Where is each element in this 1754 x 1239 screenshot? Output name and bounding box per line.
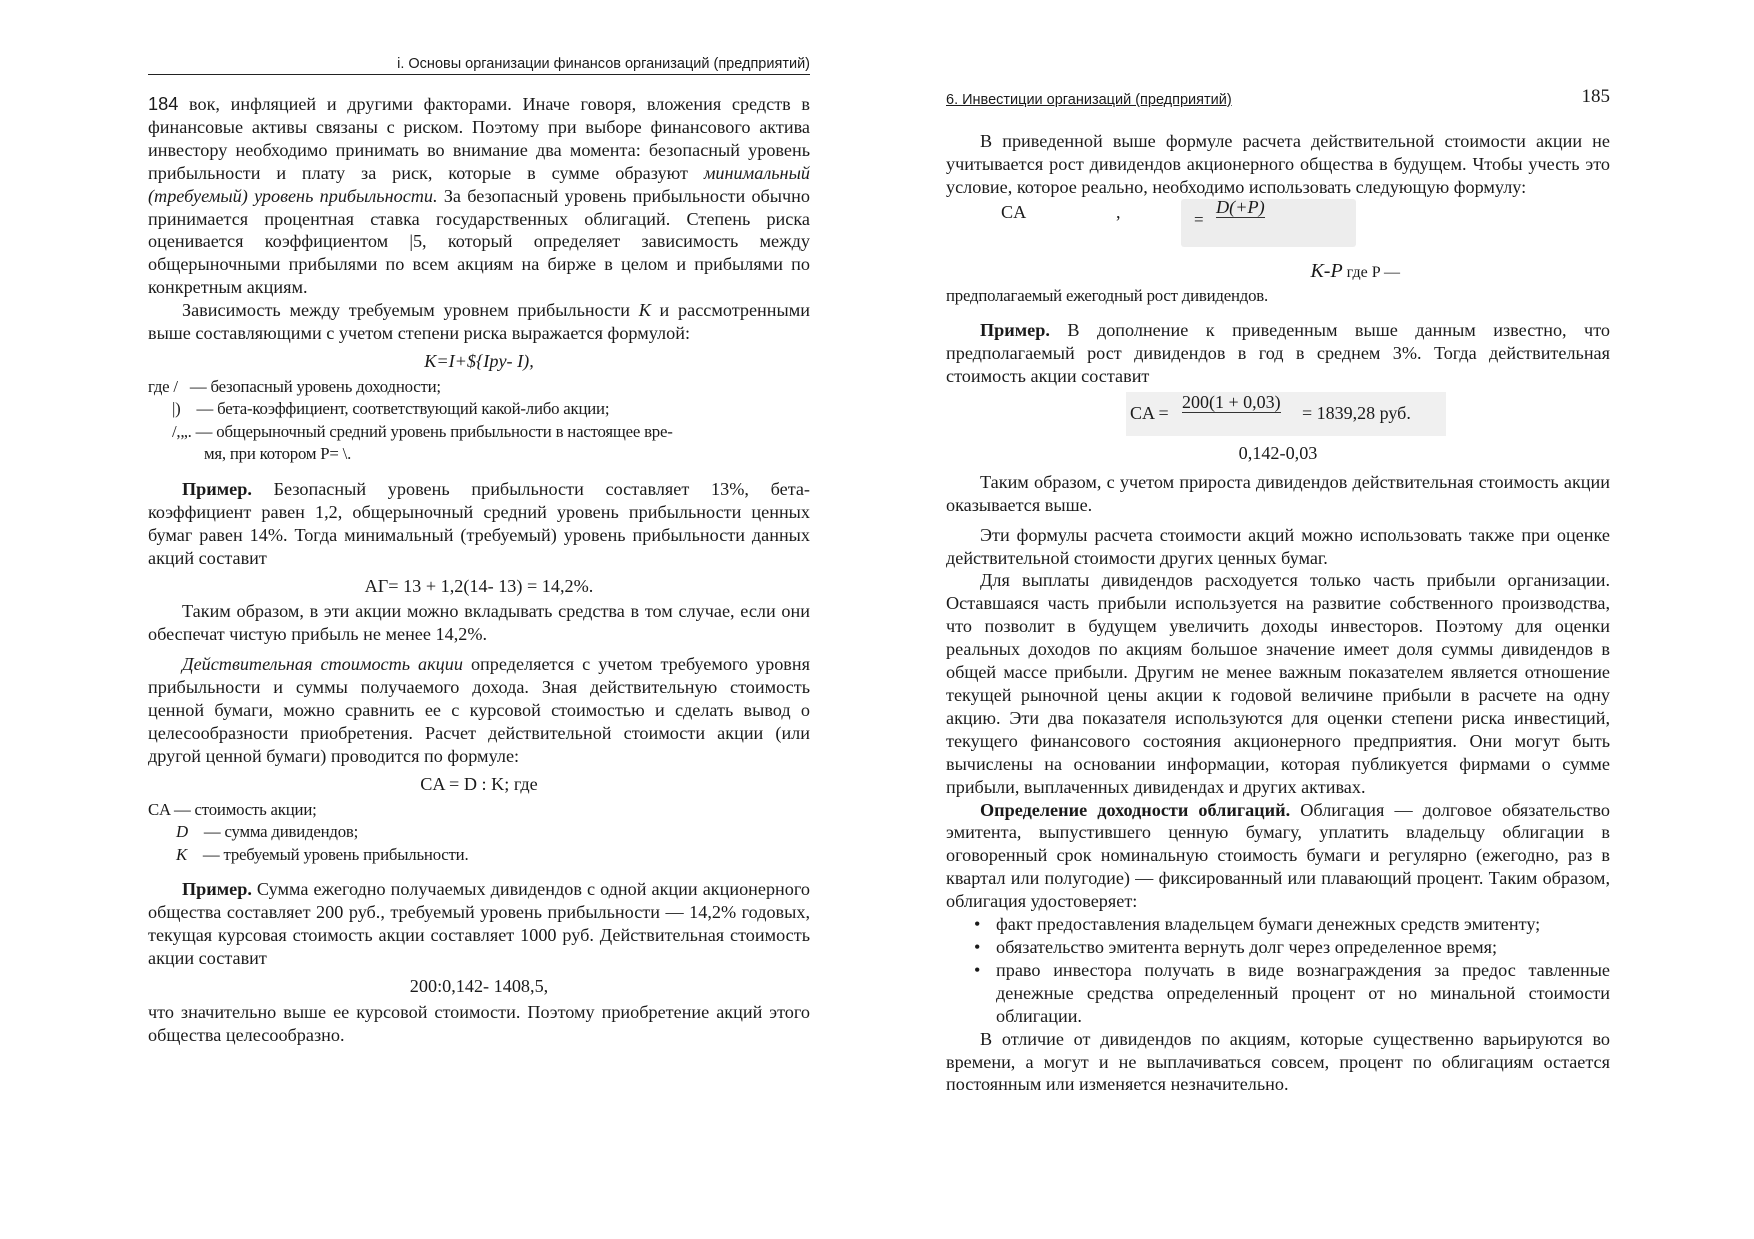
paragraph-other-securities: Эти формулы расчета стоимости акций можно использовать также при оценке действительной стоимости других ценных бумаг.	[946, 524, 1610, 568]
definition-row: К — требуемый уровень прибыльности.	[148, 844, 469, 864]
bond-rights-list	[946, 913, 1610, 1028]
paragraph-risk: 184 вок, инфляцией и другими факторами. Иначе говоря, вложения средств в финансовые активы связаны с риском. Поэтому при выборе финансового актива инвестору необходимо принимать во внимание два момента: безопасный уровень прибыльности и плату за риск, которые в сумме образуют минимальный (требуемый) уровень прибыльности. За безопасный уровень прибыльности обычно принимается процентная ставка государственных облигаций. Степень риска оценивается коэффициентом |5, который определяет зависимость между общерыночными прибылями по всем акциям на бирже в целом и прибылями по конкретным акциям.	[148, 94, 810, 298]
paragraph-conclusion-1: Таким образом, в эти акции можно вкладывать средства в том случае, если они обеспечат чистую прибыль не менее 14,2%.	[148, 601, 810, 645]
list-item: • обязательство эмитента вернуть долг через определенное время;	[974, 936, 1610, 959]
definition-row: |) — бета-коэффициент, соответствующий какой-либо акции;	[148, 399, 610, 419]
paragraph-bond-interest: В отличие от дивидендов по акциям, которые существенно варьируются во времени, а могут и не выплачиваться совсем, процент по облигациям остается постоянным или изменяется незначительно.	[946, 1028, 1610, 1095]
definition-row: D — сумма дивидендов;	[148, 822, 359, 842]
paragraph-dividends: Для выплаты дивидендов расходуется только часть прибыли организации. Оставшаяся часть прибыли используется на развитие собственного производства, что позволит в будущем увеличить доходы инвесторов. Поэтому для оценки реальных доходов по акциям большое значение имеет доля суммы дивидендов в общей массе прибыли. Другим не менее важным показателем является отношение текущей рыночной цены акции к годовой величине прибыли в расчете на одну акцию. Эти два показателя используются для оценки степени риска инвестиций, текущего финансового состояния акционерного предприятия. Они могут быть вычислены на основании информации, которая публикуется фирмами о сумме прибыли, выплаченных дивидендах и других активах.	[946, 570, 1610, 797]
paragraph-real-value: Действительная стоимость акции определяется с учетом требуемого уровня прибыльности и суммы получаемого дохода. Зная действительную стоимость ценной бумаги, можно сравнить ее с курсовой стоимостью и сделать вывод о целесообразности приобретения. Расчет действительной стоимости акции (или другой ценной бумаги) проводится по формуле:	[148, 654, 810, 766]
paragraph-growth-intro: В приведенной выше формуле расчета действительной стоимости акции не учитывается рост дивидендов акционерного общества в будущем. Чтобы учесть это условие, которое реально, необходимо использовать следующую формулу:	[946, 131, 1610, 197]
page-number-left: 184	[148, 94, 179, 114]
example-growth: Пример. В дополнение к приведенным выше данным известно, что предполагаемый рост дивидендов в год в среднем 3%. Тогда действительная стоимость акции составит	[946, 320, 1610, 387]
formula-growth-numerator: CA , = D(+P)	[946, 199, 1610, 259]
definition-row: мя, при котором P= \.	[203, 444, 352, 464]
definition-row: /,„. — общерыночный средний уровень прибыльности в настоящее вре-	[148, 421, 673, 441]
example-1: Пример. Безопасный уровень прибыльности составляет 13%, бета-коэффициент равен 1,2, общерыночный средний уровень прибыльности ценных бумаг равен 14%. Тогда минимальный (требуемый) уровень прибыльности данных акций составит	[148, 478, 810, 568]
example-2: Пример. Сумма ежегодно получаемых дивидендов с одной акции акционерного общества составляет 200 руб., требуемый уровень прибыльности — 14,2% годовых, текущая курсовая стоимость акции составляет 1000 руб. Действительная стоимость акции составит	[148, 879, 810, 968]
running-head-right: 6. Инвестиции организаций (предприятий)	[946, 92, 1232, 108]
list-item: • факт предоставления владельцем бумаги денежных средств эмитенту;	[974, 913, 1610, 936]
right-page-body	[946, 130, 1610, 1096]
paragraph-conclusion-2: что значительно выше ее курсовой стоимости. Поэтому приобретение акций этого общества целесообразно.	[148, 1001, 810, 1045]
paragraph-bonds: Определение доходности облигаций. Облигация — долговое обязательство эмитента, выпустившего ценную бумагу, уплатить владельцу облигации в оговоренный срок номинальную стоимость бумаги и регулярно (ежегодно, раз в квартал или полугодие) — фиксированный или плавающий процент. Таким образом, облигация удостоверяет:	[946, 799, 1610, 912]
formula-growth-example-denominator: 0,142-0,03	[1238, 442, 1318, 463]
formula-definitions-1	[148, 376, 810, 466]
formula-growth-definition: предполагаемый ежегодный рост дивидендов.	[946, 285, 1268, 305]
formula-definitions-2	[148, 799, 810, 867]
formula-required-return: K=I+${Ipy- I),	[424, 350, 534, 371]
definition-row: CA — стоимость акции;	[148, 799, 317, 819]
paragraph-conclusion-3: Таким образом, с учетом прироста дивидендов действительная стоимость акции оказывается выше.	[946, 471, 1610, 515]
left-page-body	[148, 93, 810, 1047]
list-item: • право инвестора получать в виде вознаграждения за предос тавленные денежные средства определенный процент от но минальной стоимости облигации.	[974, 959, 1610, 1028]
formula-growth-denominator: K-P где P —	[1310, 259, 1400, 282]
formula-share-value: CA = D : K; где	[420, 773, 538, 794]
page-number-right: 185	[1581, 86, 1610, 107]
formula-shaded-box	[1181, 199, 1356, 247]
paragraph-required-return: Зависимость между требуемым уровнем прибыльности К и рассмотренными выше составляющими с учетом степени риска выражается формулой:	[148, 300, 810, 344]
running-head-left: i. Основы организации финансов организаций (предприятий)	[148, 56, 810, 75]
definition-row: где / — безопасный уровень доходности;	[148, 376, 441, 396]
formula-example-2: 200:0,142- 1408,5,	[409, 975, 549, 996]
formula-growth-example: CA = 200(1 + 0,03) = 1839,28 руб.	[946, 392, 1610, 442]
formula-example-1: АГ= 13 + 1,2(14- 13) = 14,2%.	[364, 575, 594, 596]
